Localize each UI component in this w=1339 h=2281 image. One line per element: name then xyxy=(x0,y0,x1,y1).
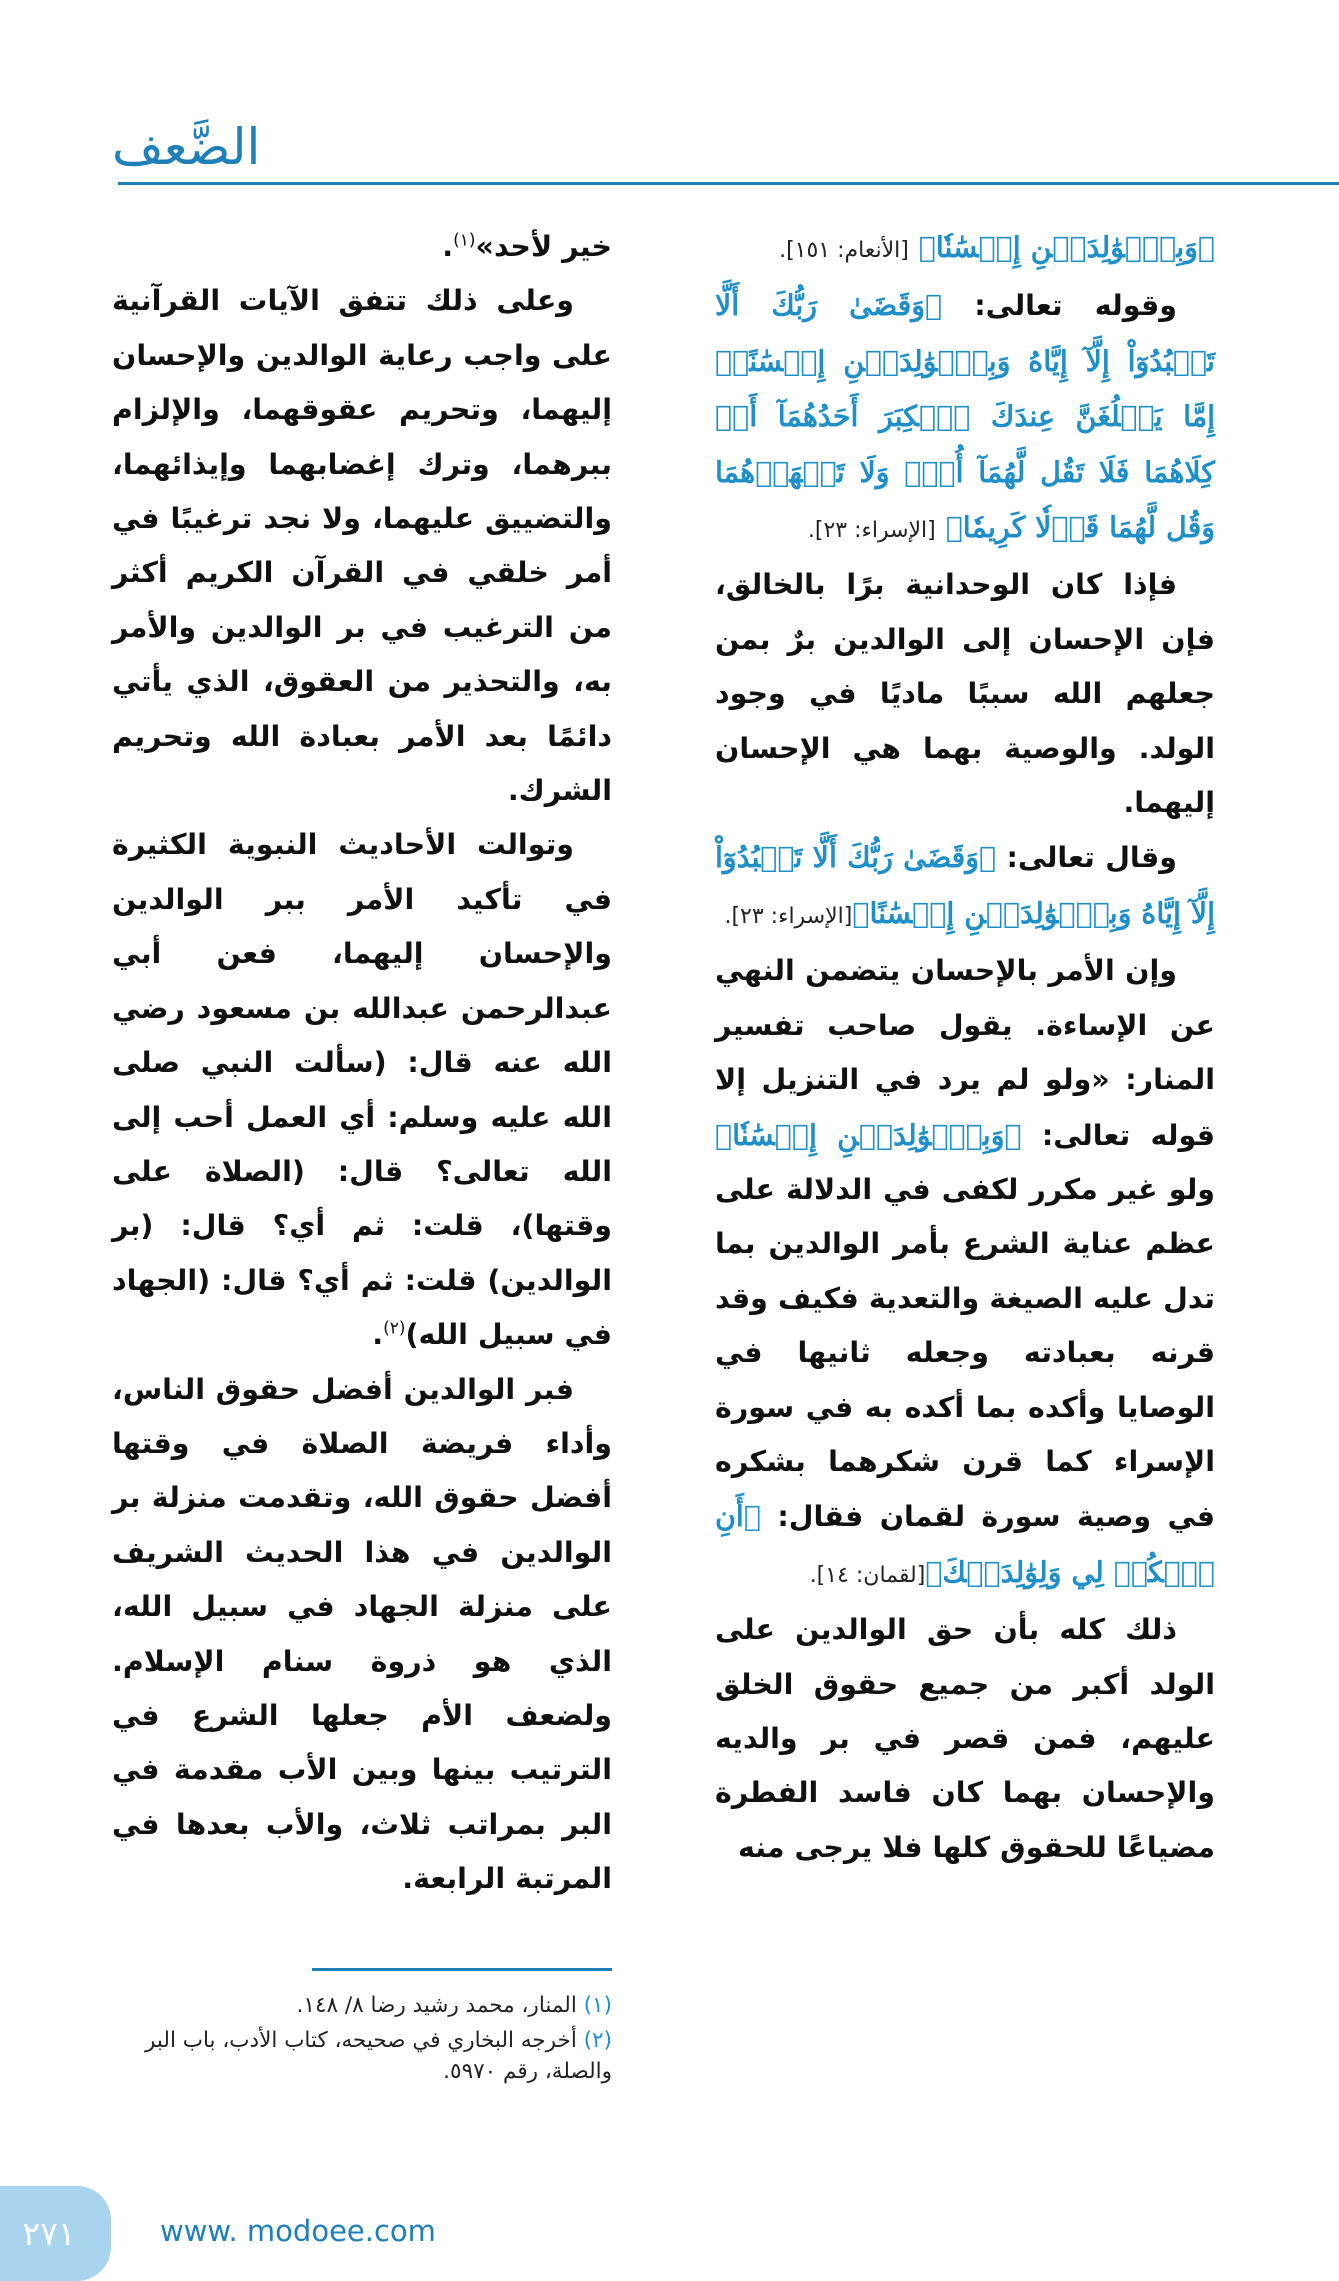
header-rule xyxy=(118,182,1339,185)
footnote-number: (٢) xyxy=(583,2028,612,2053)
footnote-marker[interactable]: (٢) xyxy=(383,1318,406,1339)
paragraph-text: وتوالت الأحاديث النبوية الكثيرة في تأكيد الأمر ببر الوالدين والإحسان إليهما، فعن أبي عبدالرحمن عبدالله بن مسعود رضي الله عنه قال: (سألت النبي صلى الله عليه وسلم: أي العمل أحب إلى الله تعالى؟ قال: (الصلاة على وقتها)، قلت: ثم أي؟ قال: (بر الوالدين) قلت: ثم أي؟ قال: (الجهاد في سبيل الله) xyxy=(112,828,612,1352)
verse-reference: [الإسراء: ٢٣]. xyxy=(807,518,936,544)
right-column xyxy=(715,220,1215,1875)
footnote-rule xyxy=(312,1968,612,1971)
paragraph-text: خير لأحد» xyxy=(475,230,612,263)
quran-verse: ﴿وَقَضَىٰ رَبُّكَ أَلَّا تَعۡبُدُوٓاْ إِلَّآ إِيَّاهُ وَبِٱلۡوَٰلِدَيۡنِ إِحۡسَٰنًاۚ إِمَّا يَبۡلُغَنَّ عِندَكَ ٱلۡكِبَرَ أَحَدُهُمَآ أَوۡ كِلَاهُمَا فَلَا تَقُل لَّهُمَآ أُفّٖ وَلَا تَنۡهَرۡهُمَا وَقُل لَّهُمَا قَوۡلٗا كَرِيمٗا﴾ xyxy=(715,288,1215,545)
paragraph: فبر الوالدين أفضل حقوق الناس، وأداء فريضة الصلاة في وقتها أفضل حقوق الله، وتقدمت منزلة بر الوالدين في هذا الحديث الشريف على منزلة الجهاد في سبيل الله، الذي هو ذروة سنام الإسلام. ولضعف الأم جعلها الشرع في الترتيب بينها وبين الأب مقدمة في البر بمراتب ثلاث، والأب بعدها في المرتبة الرابعة. xyxy=(112,1372,612,1896)
paragraph: وعلى ذلك تتفق الآيات القرآنية على واجب رعاية الوالدين والإحسان إليهما، وتحريم عقوقهما، والإلزام ببرهما، وترك إغضابهما وإيذائهما، والتضييق عليهما، ولا نجد ترغيبًا في أمر خلقي في القرآن الكريم أكثر من الترغيب في بر الوالدين والأمر به، والتحذير من العقوق، الذي يأتي دائمًا بعد الأمر بعبادة الله وتحريم الشرك. xyxy=(112,284,612,808)
verse-reference: [الإسراء: ٢٣]. xyxy=(724,903,853,929)
paragraph xyxy=(715,830,1215,944)
page-number: ٢٧١ xyxy=(22,2214,76,2253)
verse-reference: [الأنعام: ١٥١]. xyxy=(779,238,909,263)
paragraph-text: ولو غير مكرر لكفى في الدلالة على عظم عناية الشرع بأمر الوالدين بما تدل عليه الصيغة والتعدية فكيف وقد قرنه بعبادته وجعله ثانيها في الوصايا وأكده بما أكده به في سورة الإسراء كما قرن شكرهما بشكره في وصية سورة لقمان فقال: xyxy=(715,1172,1215,1534)
quran-verse: ﴿وَقَضَىٰ رَبُّكَ أَلَّا تَعۡبُدُوٓاْ إِلَّآ إِيَّاهُ وَبِٱلۡوَٰلِدَيۡنِ إِحۡسَٰنًا﴾ xyxy=(715,840,1215,930)
footnote xyxy=(112,1990,612,2021)
paragraph xyxy=(715,944,1215,1603)
footnote-number: (١) xyxy=(583,1993,612,2018)
paragraph: فإذا كان الوحدانية برًا بالخالق، فإن الإحسان إلى الوالدين برٌ بمن جعلهم الله سببًا ماديًا في وجود الولد. والوصية بهما هي الإحسان إليهما. xyxy=(715,568,1215,820)
quran-verse: ﴿وَبِٱلۡوَٰلِدَيۡنِ إِحۡسَٰنٗا﴾ xyxy=(918,230,1215,264)
paragraph-text: وقال تعالى: xyxy=(996,841,1177,875)
footnote xyxy=(112,2025,612,2087)
paragraph: وتوالت الأحاديث النبوية الكثيرة في تأكيد الأمر ببر الوالدين والإحسان إليهما، فعن أبي عبدالرحمن عبدالله بن مسعود رضي الله عنه قال: (سألت النبي صلى الله عليه وسلم: أي العمل أحب إلى الله تعالى؟ قال: (الصلاة على وقتها)، قلت: ثم أي؟ قال: (بر الوالدين) قلت: ثم أي؟ قال: (الجهاد في سبيل الله)$^{(٢)}$. xyxy=(112,828,612,1352)
website-link[interactable]: www. modoee.com xyxy=(160,2214,436,2248)
paragraph: ذلك كله بأن حق الوالدين على الولد أكبر من جميع حقوق الخلق عليهم، فمن قصر في بر والديه والإحسان بهما كان فاسد الفطرة مضياعًا للحقوق كلها فلا يرجى منه xyxy=(715,1613,1215,1864)
quran-verse: ﴿وَبِٱلۡوَٰلِدَيۡنِ إِحۡسَٰنٗا﴾ xyxy=(715,1117,1022,1152)
paragraph-text: وقوله تعالى: xyxy=(942,289,1177,323)
quran-verse: ﴿أَنِ ٱشۡكُرۡ لِي وَلِوَٰلِدَيۡكَ﴾ xyxy=(715,1499,1215,1589)
paragraph xyxy=(715,278,1215,558)
chapter-title: الضَّعف xyxy=(112,118,261,176)
paragraph xyxy=(715,220,1215,278)
paragraph-text: وإن الأمر بالإحسان يتضمن النهي عن الإساءة. يقول صاحب تفسير المنار: «ولو لم يرد في التنزيل إلا قوله تعالى: xyxy=(715,954,1215,1152)
footnotes xyxy=(112,1990,612,2091)
verse-reference: [لقمان: ١٤]. xyxy=(809,1562,926,1588)
paragraph: خير لأحد»$^{(١)}$. xyxy=(442,230,612,263)
left-column xyxy=(112,220,612,1907)
footnote-text: المنار، محمد رشيد رضا ٨/ ١٤٨. xyxy=(296,1993,577,2018)
footnote-text: أخرجه البخاري في صحيحه، كتاب الأدب، باب البر والصلة، رقم ٥٩٧٠. xyxy=(145,2028,612,2084)
page-number-tab xyxy=(0,2186,111,2281)
footnote-marker[interactable]: (١) xyxy=(453,230,476,251)
